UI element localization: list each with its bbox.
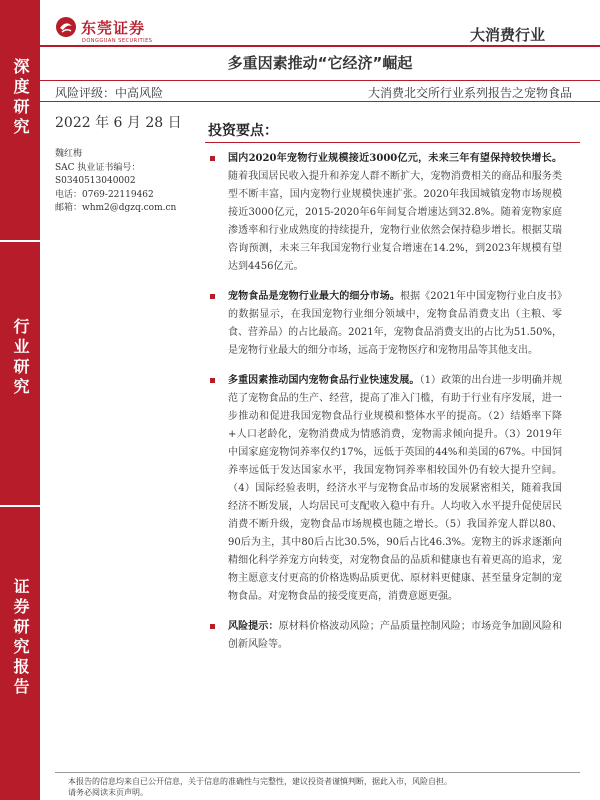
investment-divider [205, 142, 580, 143]
investment-points [206, 150, 562, 666]
sidebar-label-3: 证券研究报告 [11, 578, 30, 698]
point-heading: 多重因素推动国内宠物食品行业快速发展。 [228, 375, 420, 386]
industry-label: 大消费行业 [469, 26, 545, 44]
report-date: 2022 年 6 月 28 日 [55, 115, 182, 131]
sidebar-label-2: 行业研究 [11, 318, 30, 398]
sidebar-divider [0, 240, 40, 242]
footer-divider [55, 772, 580, 773]
analyst-email[interactable]: 邮箱：whm2@dgzq.com.cn [55, 203, 177, 213]
risk-rating: 风险评级：中高风险 [55, 86, 164, 100]
subtitle-divider [40, 101, 600, 102]
footer-line-1: 本报告的信息均来自已公开信息，关于信息的准确性与完整性，建议投资者谨慎判断，据此入市，风险自担。 [68, 777, 452, 786]
left-sidebar [0, 0, 40, 800]
logo-text: 东莞证券 [81, 18, 146, 37]
title-divider [40, 80, 600, 81]
sidebar-divider [0, 505, 40, 507]
sidebar-section-deep-research [0, 58, 40, 138]
page-header [40, 0, 600, 47]
point-text: 根据《2021年中国宠物行业白皮书》的数据显示，在我国宠物行业细分领域中，宠物食品消费支出（主粮、零食、营养品）的占比最高。2021年，宠物食品消费支出的占比为51.50%，是宠物行业最大的细分市场，远高于宠物医疗和宠物用品等其他支出。 [228, 291, 563, 356]
investment-point [206, 150, 562, 276]
report-title: 多重因素推动“它经济”崛起 [227, 54, 413, 72]
footer-disclaimer [68, 776, 588, 798]
footer-line-2: 请务必阅读末页声明。 [68, 788, 148, 797]
analyst-cert-number: S0340513040002 [55, 176, 136, 186]
sidebar-section-securities-report [0, 578, 40, 698]
bullet-icon [210, 156, 215, 161]
investment-point [206, 618, 562, 654]
sidebar-label-1: 深度研究 [11, 58, 30, 138]
point-heading: 国内2020年宠物行业规模接近3000亿元，未来三年有望保持较快增长。 [228, 153, 562, 164]
bullet-icon [210, 624, 215, 629]
logo-subtitle: DONGGUAN SECURITIES [82, 38, 153, 44]
bullet-icon [210, 294, 215, 299]
point-text: （1）政策的出台进一步明确并规范了宠物食品的生产、经营，提高了准入门槛，有助于行业有序发展，进一步推动和促进我国宠物食品行业规模和整体水平的提高。（2）结婚率下降+人口老龄化，宠物消费成为情感消费，宠物需求倾向提升。（3）2019年中国家庭宠物饲养率仅约17%，远低于英国的44%和美国的67%。中国饲养率远低于发达国家水平，我国宠物饲养率相较国外仍有较大提升空间。（4）国际经验表明，经济水平与宠物食品市场的发展紧密相关，随着我国经济不断发展，人均居民可支配收入稳中有升。人均收入水平提升促使居民消费不断升级，宠物食品市场规模也随之增长。（5）我国养宠人群以80、90后为主，其中80后占比30.5%，90后占比46.3%。宠物主的诉求逐渐向精细化科学养宠方向转变，对宠物食品的品质和健康也有着更高的追求，宠物主愿意支付更高的价格选购品质更优、原材料更健康、甚至量身定制的宠物食品。对宠物食品的接受度更高，消费意愿更强。 [228, 375, 562, 602]
point-heading: 宠物食品是宠物行业最大的细分市场。 [228, 291, 400, 302]
investment-point [206, 372, 562, 606]
sidebar-section-industry-research [0, 318, 40, 398]
brand-logo [55, 16, 145, 38]
analyst-name: 魏红梅 [55, 149, 83, 159]
analyst-cert-label: SAC 执业证书编号： [55, 162, 141, 173]
investment-point [206, 288, 562, 360]
investment-heading: 投资要点： [208, 123, 278, 139]
report-series: 大消费北交所行业系列报告之宠物食品 [367, 86, 572, 100]
point-heading: 风险提示： [228, 621, 279, 632]
bullet-icon [210, 378, 215, 383]
logo-icon [55, 16, 77, 38]
point-text: 原材料价格波动风险；产品质量控制风险；市场竞争加剧风险和创新风险等。 [228, 621, 562, 650]
analyst-phone: 电话：0769-22119462 [55, 189, 154, 200]
point-text: 随着我国居民收入提升和养宠人群不断扩大，宠物消费相关的商品和服务类型不断丰富，国内宠物行业规模快速扩张。2020年我国城镇宠物市场规模接近3000亿元，2015-2020年6年间复合增速达到32.8%。随着宠物家庭渗透率和行业成熟度的持续提升，宠物行业依然会保持稳步增长。根据艾瑞咨询预测，未来三年我国宠物行业复合增速在14.2%，到2023年规模有望达到4456亿元。 [228, 171, 562, 272]
analyst-info [55, 148, 176, 216]
